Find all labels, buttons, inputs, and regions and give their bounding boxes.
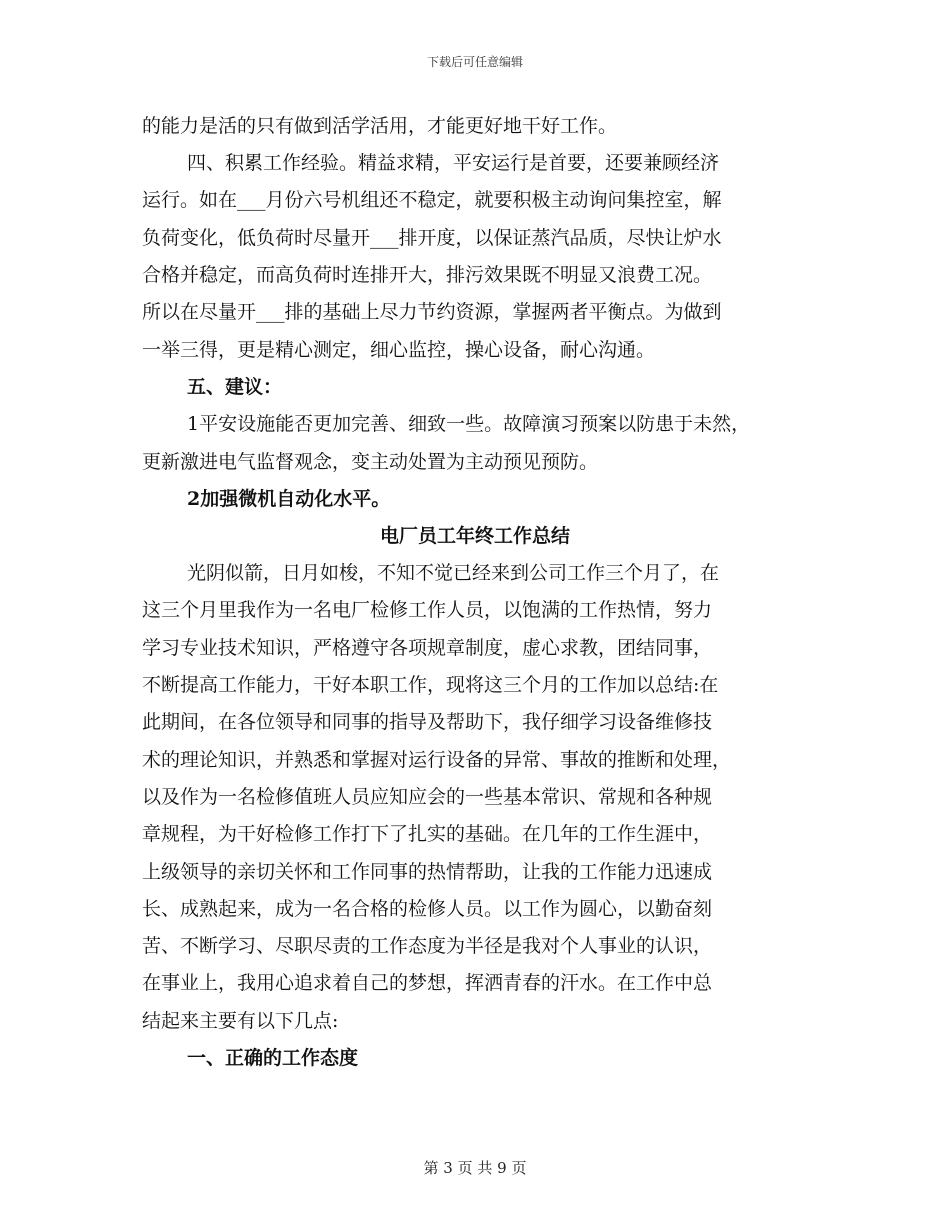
text-line: 的能力是活的只有做到活学活用，才能更好地干好工作。 [142, 115, 618, 137]
text-line: 合格并稳定，而高负荷时连排开大，排污效果既不明显又浪费工况。 [142, 264, 713, 286]
text-line: 以及作为一名检修值班人员应知应会的一些基本常识、常规和各种规 [142, 786, 713, 808]
text-line: 这三个月里我作为一名电厂检修工作人员，以饱满的工作热情，努力 [142, 599, 713, 621]
text-line: 此期间，在各位领导和同事的指导及帮助下，我仔细学习设备维修技 [142, 711, 713, 733]
text-line: 结起来主要有以下几点: [142, 1010, 339, 1032]
section-heading: 一、正确的工作态度 [187, 1047, 359, 1069]
text-line: 所以在尽量开___排的基础上尽力节约资源，掌握两者平衡点。为做到 [142, 301, 722, 323]
text-line: 上级领导的亲切关怀和工作同事的热情帮助，让我的工作能力迅速成 [142, 861, 713, 883]
page-number: 第 3 页 共 9 页 [423, 1159, 527, 1177]
text-line: 苦、不断学习、尽职尽责的工作态度为半径是我对个人事业的认识， [142, 935, 713, 957]
text-line: 在事业上，我用心追求着自己的梦想，挥洒青春的汗水。在工作中总 [142, 972, 713, 994]
text-line: 负荷变化，低负荷时尽量开___排开度，以保证蒸汽品质，尽快让炉水 [142, 227, 722, 249]
text-line: 运行。如在___月份六号机组还不稳定，就要积极主动询问集控室，解 [142, 189, 722, 211]
section-heading: 2加强微机自动化水平。 [187, 488, 391, 510]
section-heading: 五、建议： [187, 376, 283, 398]
text-line: 四、积累工作经验。精益求精，平安运行是首要，还要兼顾经济 [187, 152, 720, 174]
text-line: 不断提高工作能力，干好本职工作，现将这三个月的工作加以总结:在 [142, 674, 719, 696]
text-line: 更新激进电气监督观念，变主动处置为主动预见预防。 [142, 451, 599, 473]
document-title: 电厂员工年终工作总结 [379, 525, 570, 547]
text-line: 光阴似箭，日月如梭，不知不觉已经来到公司工作三个月了，在 [187, 562, 720, 584]
text-line: 章规程，为干好检修工作打下了扎实的基础。在几年的工作生涯中， [142, 823, 713, 845]
text-line: 一举三得，更是精心测定，细心监控，操心设备，耐心沟通。 [142, 339, 656, 361]
text-line: 学习专业技术知识，严格遵守各项规章制度，虚心求教，团结同事， [142, 637, 713, 659]
text-line: 术的理论知识，并熟悉和掌握对运行设备的异常、事故的推断和处理， [142, 749, 732, 771]
text-line: 长、成熟起来，成为一名合格的检修人员。以工作为圆心，以勤奋刻 [142, 898, 713, 920]
page-header-note: 下载后可任意编辑 [426, 55, 523, 69]
text-line: 1平安设施能否更加完善、细致一些。故障演习预案以防患于未然， [187, 413, 751, 435]
